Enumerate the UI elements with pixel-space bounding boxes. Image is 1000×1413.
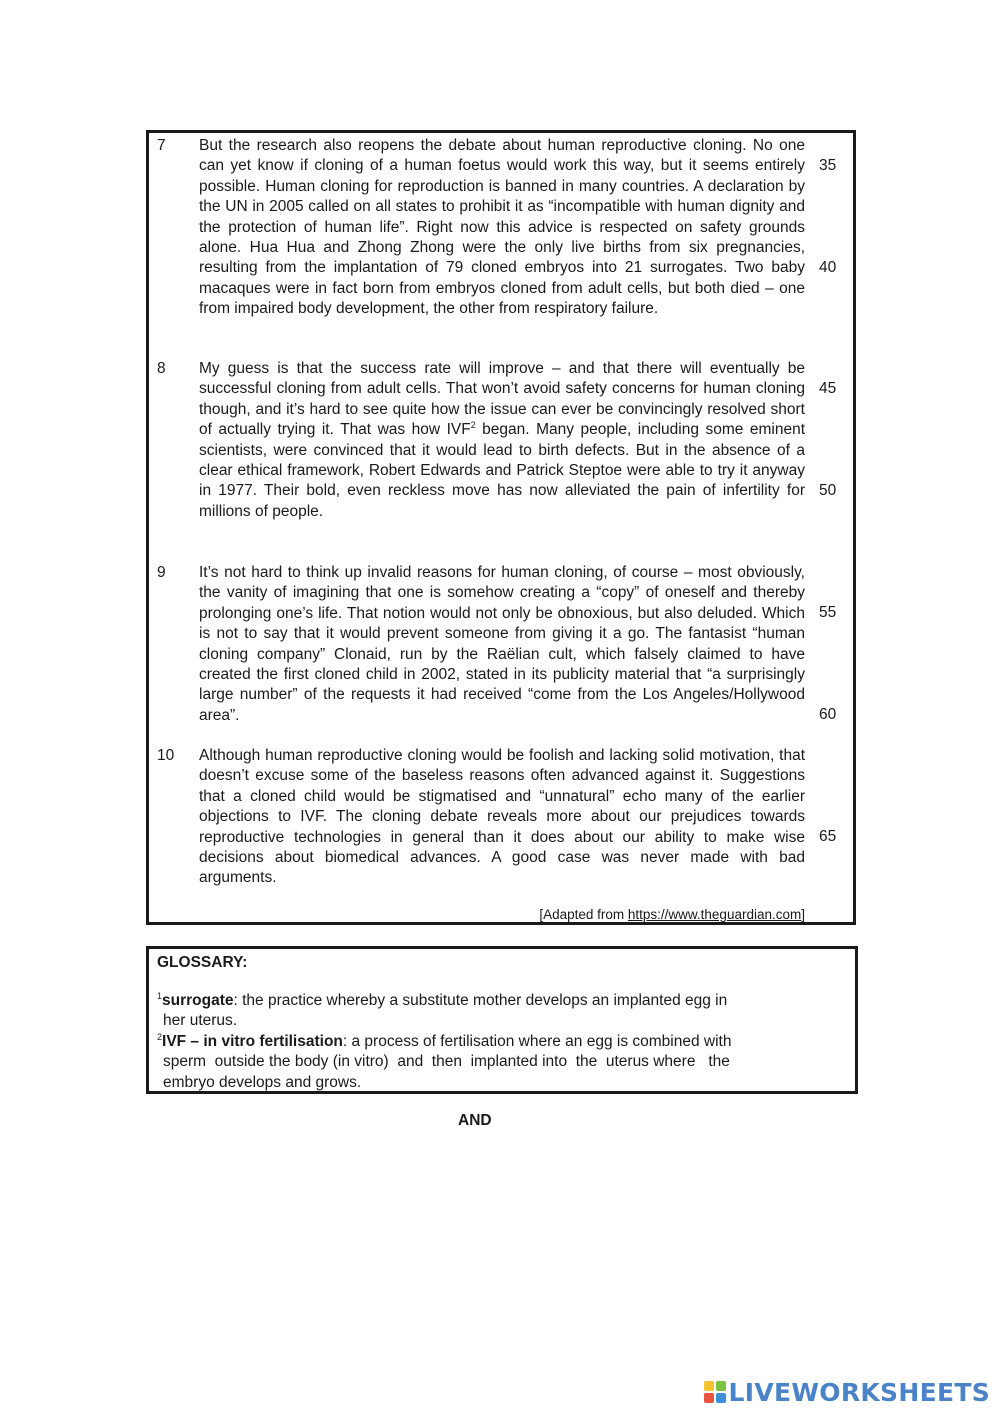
logo-square (716, 1393, 726, 1403)
logo-square (704, 1393, 714, 1403)
glossary-title: GLOSSARY: (157, 954, 248, 971)
paragraph-number: 9 (157, 564, 166, 581)
line-number: 45 (819, 380, 837, 397)
line-number: 60 (819, 706, 837, 723)
line-number: 50 (819, 482, 837, 499)
paragraph-number: 7 (157, 137, 166, 154)
glossary-entry-surrogate (157, 991, 812, 1032)
paragraph-number: 8 (157, 360, 166, 377)
liveworksheets-brand[interactable] (704, 1376, 990, 1408)
glossary-term: IVF – in vitro fertilisation (162, 1033, 343, 1050)
line-number: 55 (819, 604, 837, 621)
paragraph-number: 10 (157, 747, 175, 764)
liveworksheets-logo-icon (704, 1381, 726, 1403)
paragraph-9: It’s not hard to think up invalid reasons for human cloning, of course – most obviously, the vanity of imagining that one is somehow creating a “copy” of oneself and thereby prolonging one’s life. That notion would not only be obnoxious, but also deluded. Which is not to say that it would prevent someone from giving it a go. The fantasist “human cloning company” Clonaid, run by the Raëlian cult, which falsely claimed to have created the first cloned child in 2002, stated in its publicity material that “a surprisingly large number” of the requests it had received “come from the Los Angeles/Hollywood area”. (199, 564, 805, 724)
glossary (146, 946, 858, 1094)
paragraph-10: Although human reproductive cloning would be foolish and lacking solid motivation, that doesn’t excuse some of the baseless reasons often advanced against it. Suggestions that a cloned child would be stigmatised and “unnatural” echo many of the earlier objections to IVF. The cloning debate reveals more about our prejudices towards reproductive technologies in general than it does about our ability to make wise decisions about biomedical advances. A good case was never made with bad arguments. (199, 747, 805, 887)
glossary-definition-cont: her uterus. (163, 1012, 238, 1030)
source-citation (539, 907, 805, 923)
line-number: 35 (819, 157, 837, 174)
glossary-definition-cont: sperm outside the body (in vitro) and then implanted into the uterus where the (163, 1053, 730, 1071)
glossary-definition: : a process of fertilisation where an egg is combined with (342, 1033, 732, 1050)
logo-square (716, 1381, 726, 1391)
paragraph-8-text-b: began. Many people, including some eminent scientists, were convinced that it would lead to birth defects. But in the absence of a clear ethical framework, Robert Edwards and Patrick Steptoe were able to try it anyway in 1977. Their bold, even reckless move has now alleviated the pain of infertility for millions of people. (199, 421, 805, 520)
source-link[interactable]: https://www.theguardian.com (627, 907, 802, 922)
glossary-entry-ivf (157, 1032, 812, 1093)
footnote-marker: 2 (470, 420, 476, 431)
footnote-marker: 1 (157, 991, 163, 1001)
footnote-marker: 2 (157, 1032, 163, 1042)
line-number: 40 (819, 259, 837, 276)
reading-passage (146, 130, 856, 925)
glossary-term: surrogate (162, 992, 234, 1009)
glossary-definition: : the practice whereby a substitute mother develops an implanted egg in (233, 992, 728, 1009)
logo-square (704, 1381, 714, 1391)
source-prefix: [Adapted from (539, 907, 628, 922)
paragraph-8-text-a: My guess is that the success rate will improve – and that there will eventually be successful cloning from adult cells. That won’t avoid safety concerns for human cloning though, and it’s hard to see quite how the issue can ever be convincingly resolved short of actually trying it. That was how IVF (199, 360, 805, 439)
paragraph-7: But the research also reopens the debate about human reproductive cloning. No one can yet know if cloning of a human foetus would work this way, but it seems entirely possible. Human cloning for reproduction is banned in many countries. A declaration by the UN in 2005 called on all states to prohibit it as “incompatible with human dignity and the protection of human life”. Right now this advice is respected on safety grounds alone. Hua Hua and Zhong Zhong were the only live births from six pregnancies, resulting from the implantation of 79 cloned embryos into 21 surrogates. Two baby macaques were in fact born from embryos cloned from adult cells, but both died – one from impaired body development, the other from respiratory failure. (199, 137, 805, 318)
glossary-definition-cont: embryo develops and grows. (163, 1073, 362, 1091)
brand-name: LIVEWORKSHEETS (728, 1377, 990, 1407)
source-suffix: ] (801, 907, 805, 922)
connector-label: AND (458, 1112, 492, 1129)
line-number: 65 (819, 828, 837, 845)
paragraph-8 (199, 359, 805, 522)
